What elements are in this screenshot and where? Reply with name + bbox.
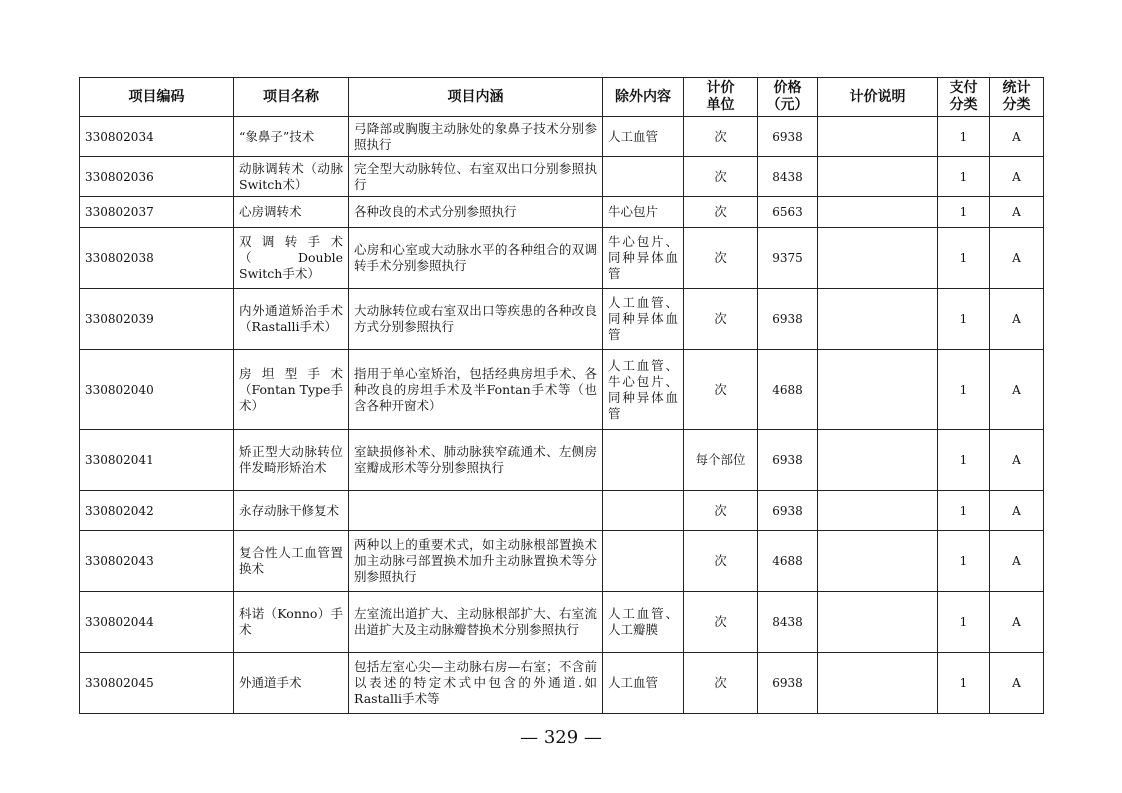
cell-excluded [603, 157, 684, 197]
cell-code: 330802034 [80, 117, 234, 157]
cell-price: 4688 [758, 531, 818, 592]
cell-unit: 次 [684, 350, 758, 430]
cell-code: 330802045 [80, 653, 234, 714]
cell-pay-category: 1 [938, 117, 990, 157]
cell-content [349, 491, 603, 531]
cell-pay-category: 1 [938, 653, 990, 714]
cell-stat-category: A [990, 592, 1044, 653]
header-content: 项目内涵 [349, 78, 603, 117]
cell-stat-category: A [990, 531, 1044, 592]
cell-unit: 次 [684, 491, 758, 531]
cell-excluded: 牛心包片 [603, 197, 684, 228]
cell-pay-category: 1 [938, 157, 990, 197]
cell-content: 室缺损修补术、肺动脉狭窄疏通术、左侧房室瓣成形术等分别参照执行 [349, 430, 603, 491]
cell-name: 动脉调转术（动脉Switch术） [234, 157, 349, 197]
cell-stat-category: A [990, 228, 1044, 289]
cell-excluded [603, 531, 684, 592]
cell-code: 330802037 [80, 197, 234, 228]
cell-code: 330802040 [80, 350, 234, 430]
cell-stat-category: A [990, 157, 1044, 197]
cell-content: 大动脉转位或右室双出口等疾患的各种改良方式分别参照执行 [349, 289, 603, 350]
table-row [80, 350, 1044, 430]
cell-excluded: 牛心包片、同种异体血管 [603, 228, 684, 289]
cell-name: 科诺（Konno）手术 [234, 592, 349, 653]
cell-content: 两种以上的重要术式，如主动脉根部置换术加主动脉弓部置换术加升主动脉置换术等分别参照执行 [349, 531, 603, 592]
cell-note [818, 197, 938, 228]
table-row [80, 157, 1044, 197]
cell-content: 包括左室心尖—主动脉右房—右室；不含前以表述的特定术式中包含的外通道.如Rastalli手术等 [349, 653, 603, 714]
cell-content: 完全型大动脉转位、右室双出口分别参照执行 [349, 157, 603, 197]
cell-note [818, 653, 938, 714]
cell-stat-category: A [990, 653, 1044, 714]
cell-code: 330802042 [80, 491, 234, 531]
cell-excluded: 人工血管 [603, 117, 684, 157]
cell-price: 6563 [758, 197, 818, 228]
cell-unit: 次 [684, 531, 758, 592]
cell-stat-category: A [990, 350, 1044, 430]
cell-price: 8438 [758, 157, 818, 197]
cell-code: 330802036 [80, 157, 234, 197]
cell-excluded: 人工血管、同种异体血管 [603, 289, 684, 350]
cell-code: 330802039 [80, 289, 234, 350]
cell-note [818, 350, 938, 430]
cell-stat-category: A [990, 197, 1044, 228]
cell-code: 330802041 [80, 430, 234, 491]
cell-excluded: 人工血管 [603, 653, 684, 714]
cell-unit: 次 [684, 157, 758, 197]
cell-pay-category: 1 [938, 228, 990, 289]
header-code: 项目编码 [80, 78, 234, 117]
cell-note [818, 289, 938, 350]
cell-excluded [603, 491, 684, 531]
cell-name: 外通道手术 [234, 653, 349, 714]
cell-stat-category: A [990, 117, 1044, 157]
header-pay-category: 支付 分类 [938, 78, 990, 117]
cell-price: 6938 [758, 430, 818, 491]
cell-pay-category: 1 [938, 430, 990, 491]
cell-unit: 次 [684, 592, 758, 653]
cell-code: 330802043 [80, 531, 234, 592]
cell-unit: 次 [684, 653, 758, 714]
table-row [80, 430, 1044, 491]
header-unit: 计价 单位 [684, 78, 758, 117]
cell-content: 左室流出道扩大、主动脉根部扩大、右室流出道扩大及主动脉瓣替换术分别参照执行 [349, 592, 603, 653]
cell-price: 6938 [758, 117, 818, 157]
cell-pay-category: 1 [938, 350, 990, 430]
cell-excluded [603, 430, 684, 491]
cell-content: 各种改良的术式分别参照执行 [349, 197, 603, 228]
cell-name: 内外通道矫治手术（Rastalli手术） [234, 289, 349, 350]
cell-note [818, 228, 938, 289]
cell-stat-category: A [990, 491, 1044, 531]
cell-stat-category: A [990, 430, 1044, 491]
cell-note [818, 531, 938, 592]
header-stat-category: 统计 分类 [990, 78, 1044, 117]
cell-name: 心房调转术 [234, 197, 349, 228]
table-header-row [80, 78, 1044, 117]
cell-excluded: 人工血管、牛心包片、同种异体血管 [603, 350, 684, 430]
header-price: 价格 （元） [758, 78, 818, 117]
header-name: 项目名称 [234, 78, 349, 117]
cell-excluded: 人工血管、人工瓣膜 [603, 592, 684, 653]
cell-stat-category: A [990, 289, 1044, 350]
cell-content: 弓降部或胸腹主动脉处的象鼻子技术分别参照执行 [349, 117, 603, 157]
cell-content: 指用于单心室矫治，包括经典房坦手术、各种改良的房坦手术及半Fontan手术等（也含各种开窗术） [349, 350, 603, 430]
table-row [80, 592, 1044, 653]
cell-price: 6938 [758, 289, 818, 350]
cell-price: 9375 [758, 228, 818, 289]
cell-note [818, 117, 938, 157]
cell-note [818, 592, 938, 653]
table-row [80, 117, 1044, 157]
cell-name: 双调转手术（Double Switch手术） [234, 228, 349, 289]
cell-price: 6938 [758, 491, 818, 531]
table-row [80, 197, 1044, 228]
header-excluded: 除外内容 [603, 78, 684, 117]
cell-pay-category: 1 [938, 289, 990, 350]
cell-content: 心房和心室或大动脉水平的各种组合的双调转手术分别参照执行 [349, 228, 603, 289]
cell-note [818, 157, 938, 197]
cell-note [818, 491, 938, 531]
cell-pay-category: 1 [938, 531, 990, 592]
table-row [80, 491, 1044, 531]
cell-unit: 每个部位 [684, 430, 758, 491]
cell-name: 矫正型大动脉转位伴发畸形矫治术 [234, 430, 349, 491]
cell-pay-category: 1 [938, 491, 990, 531]
table-row [80, 289, 1044, 350]
cell-name: “象鼻子”技术 [234, 117, 349, 157]
pricing-table [79, 77, 1044, 714]
cell-unit: 次 [684, 228, 758, 289]
header-note: 计价说明 [818, 78, 938, 117]
cell-pay-category: 1 [938, 197, 990, 228]
cell-unit: 次 [684, 289, 758, 350]
cell-price: 6938 [758, 653, 818, 714]
cell-unit: 次 [684, 197, 758, 228]
cell-price: 8438 [758, 592, 818, 653]
table-row [80, 653, 1044, 714]
cell-name: 永存动脉干修复术 [234, 491, 349, 531]
table-row [80, 531, 1044, 592]
cell-name: 复合性人工血管置换术 [234, 531, 349, 592]
cell-unit: 次 [684, 117, 758, 157]
cell-price: 4688 [758, 350, 818, 430]
cell-note [818, 430, 938, 491]
cell-name: 房坦型手术（Fontan Type手术） [234, 350, 349, 430]
table-row [80, 228, 1044, 289]
cell-code: 330802038 [80, 228, 234, 289]
cell-pay-category: 1 [938, 592, 990, 653]
cell-code: 330802044 [80, 592, 234, 653]
page-number: — 329 — [520, 727, 602, 748]
